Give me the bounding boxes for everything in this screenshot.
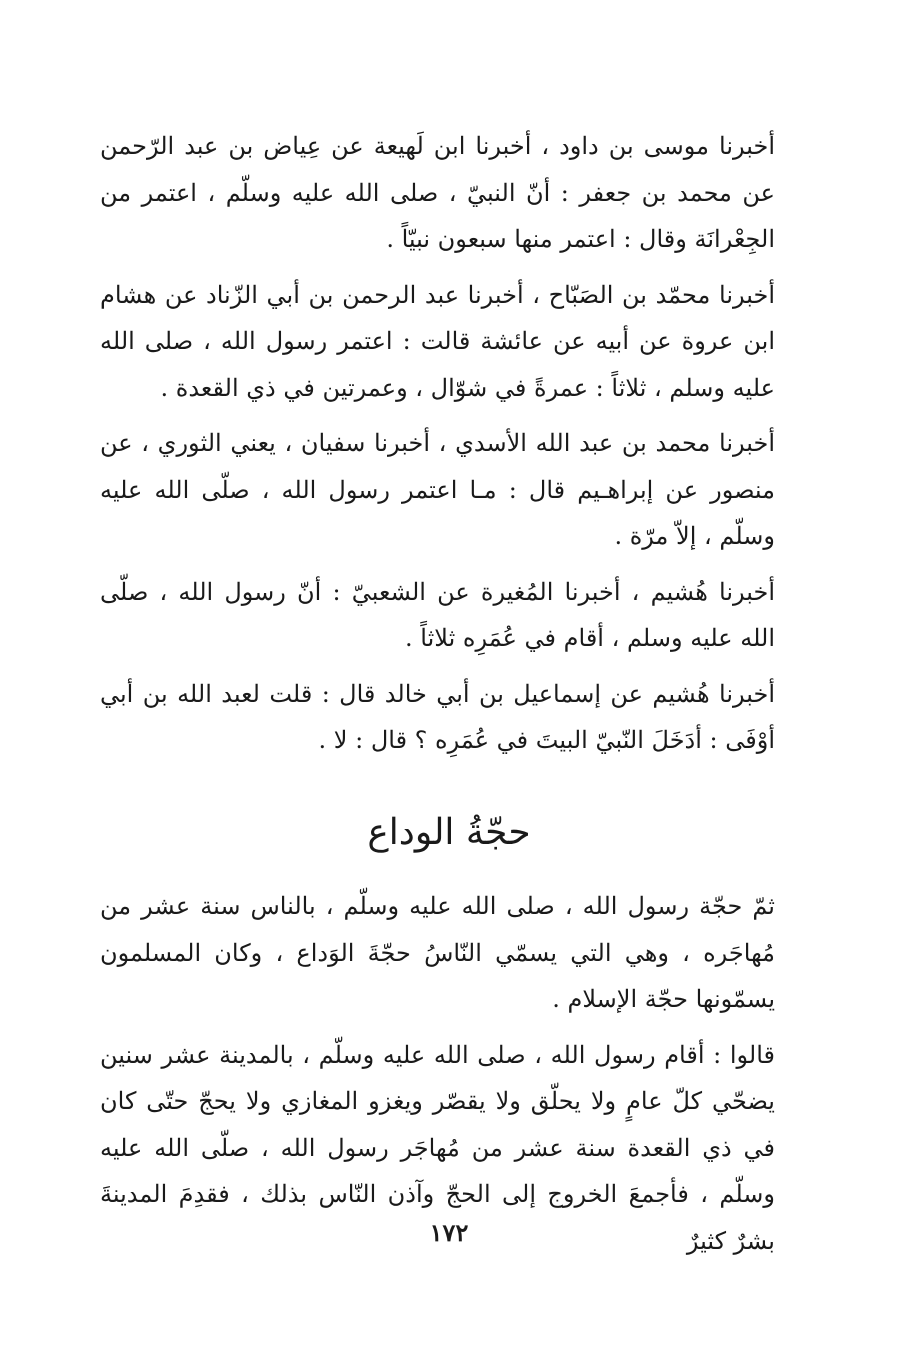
paragraph: أخبرنا محمّد بن الصَبّاح ، أخبرنا عبد الرحمن بن أبي الزّناد عن هشام ابن عروة عن أبيه عن عائشة قالت : اعتمر رسول الله ، صلى الله عليه وسلم ، ثلاثاً : عمرةً في شوّال ، وعمرتين في ذي القعدة . [100, 280, 775, 402]
paragraph: أخبرنا محمد بن عبد الله الأسدي ، أخبرنا سفيان ، يعني الثوري ، عن منصور عن إبراهـيم قال : مـا اعتمر رسول الله ، صلّى الله عليه وسلّم ، إلاّ مرّة . [100, 429, 775, 550]
paragraph: أخبرنا هُشيم عن إسماعيل بن أبي خالد قال : قلت لعبد الله بن أبي أوْفَى : أدَخَلَ النّبيّ البيتَ في عُمَرِه ؟ قال : لا . [100, 679, 775, 754]
paragraph: أخبرنا موسى بن داود ، أخبرنا ابن لَهيعة عن عِياض بن عبد الرّحمن عن محمد بن جعفر : أنّ النبيّ ، صلى الله عليه وسلّم ، اعتمر من الجِعْرانَة وقال : اعتمر منها سبعون نبيّاً . [100, 132, 775, 253]
paragraph: ثمّ حجّة رسول الله ، صلى الله عليه وسلّم ، بالناس سنة عشر من مُهاجَره ، وهي التي يسمّي النّاسُ حجّةَ الوَداع ، وكان المسلمون يسمّونها حجّة الإسلام . [100, 892, 775, 1013]
bottom-text-block [100, 883, 813, 1273]
top-text-block [100, 123, 813, 773]
section-heading: حجّةُ الوداع [367, 812, 531, 853]
paragraph: أخبرنا هُشيم ، أخبرنا المُغيرة عن الشعبيّ : أنّ رسول الله ، صلّى الله عليه وسلم ، أقام في عُمَرِه ثلاثاً . [100, 577, 775, 652]
page-number: ١٧٢ [429, 1218, 469, 1247]
paragraph: قالوا : أقام رسول الله ، صلى الله عليه وسلّم ، بالمدينة عشر سنين يضحّي كلّ عامٍ ولا يحلّق ولا يقصّر ويغزو المغازي ولا يحجّ حتّى كان في ذي القعدة سنة عشر من مُهاجَر رسول الله ، صلّى الله عليه وسلّم ، فأجمعَ الخروج إلى الحجّ وآذن النّاس بذلك ، فقدِمَ المدينةَ بشرٌ كثيرٌ [100, 1040, 775, 1255]
